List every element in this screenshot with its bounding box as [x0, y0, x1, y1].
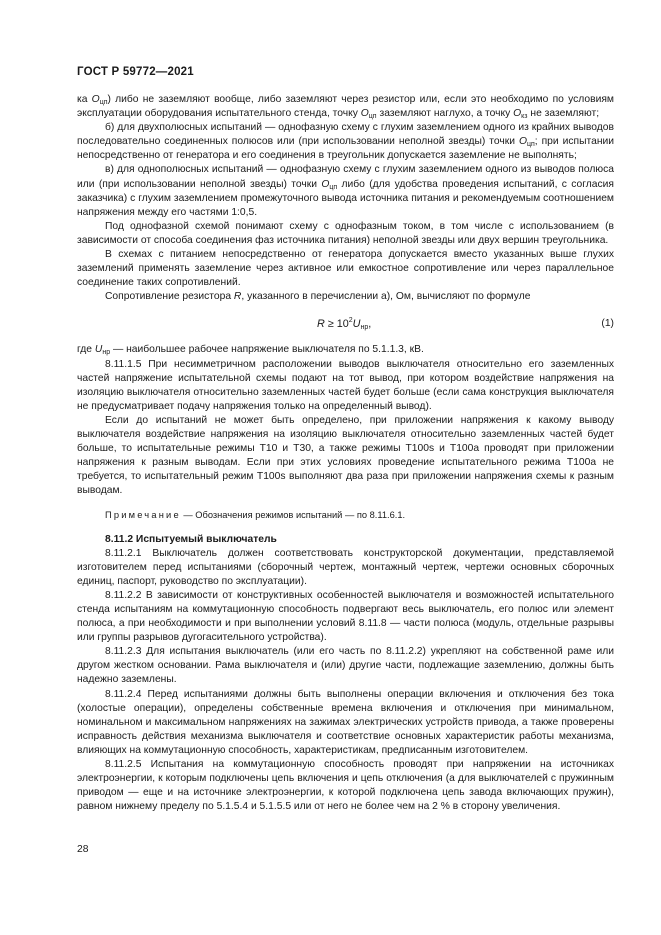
list-item-v: в) для однополюсных испытаний — однофазную схему с глухим заземлением одного из выводов полюса или (при использовании неполной звезды) точки $O_{цп}$ либо (для удобства проведения испытаний, с согласия заказчика) с глухим заземлением промежуточного вывода источника питания и рекомендуемым соотношением напряжения между его частями 1:0,5.	[77, 164, 614, 218]
paragraph: ка $O_{цп}$) либо не заземляют вообще, либо заземляют через резистор или, если это необходимо по условиям эксплуатации оборудования испытательного стенда, точку $O_{цп}$ заземляют наглухо, а точку $O_{кз}$ не заземляют;	[77, 94, 614, 121]
note: Примечание — Обозначения режимов испытаний — по 8.11.6.1.	[105, 510, 406, 521]
paragraph: Под однофазной схемой понимают схему с однофазным током, в том числе с использованием (в зависимости от способа соединения фаз источника питания) неполной звезды или двух вершин треугольника.	[77, 220, 614, 246]
note-label: Примечание	[105, 510, 181, 521]
section-heading: 8.11.2 Испытуемый выключатель	[105, 533, 277, 545]
paragraph: Если до испытаний не может быть определено, при приложении напряжения к какому выводу выключателя воздействие напряжения на изоляцию выключателя относительно заземленных частей будет больше, то испытательные режимы Т10 и Т30, а также режимы Т100s и Т100a проводят при приложении напряжения к разным выводам. Если при этих условиях проведение испытательного режима Т100a не требуется, то испытательный режим Т100s выполняют два раза при приложении напряжения схемы к разным выводам.	[77, 414, 614, 497]
formula-number: (1)	[601, 318, 614, 330]
formula-expression: $R \ge 10^2U_{нр}$,	[317, 317, 372, 332]
paragraph: 8.11.1.5 При несимметричном расположении выводов выключателя относительно его заземленных частей напряжение испытательной схемы подают на тот вывод, при котором воздействие напряжения на изоляцию выключателя относительно заземленных частей будет больше (если сама конструкция выключателя не предусматривает подачу напряжения только на определенный вывод).	[77, 358, 614, 412]
document-header: ГОСТ Р 59772—2021	[77, 66, 194, 78]
paragraph: 8.11.2.4 Перед испытаниями должны быть выполнены операции включения и отключения без тока (холостые операции), определены собственные времена включения и отключения при минимальном, номинальном и максимальном напряжениях на зажимах электрических устройств привода, а также проверены исправность действия механизма выключателя и соответствие основных характеристик работы механизма, влияющих на коммутационную способность, характеристикам, предписанным изготовителем.	[77, 688, 614, 756]
formula	[77, 313, 614, 335]
paragraph: 8.11.2.5 Испытания на коммутационную способность проводят при напряжении на источниках электроэнергии, к которым подключены цепь включения и цепь отключения (а для выключателей с пружинным приводом — еще и на источнике электроэнергии, к которой подключена цепь завода включающих пружин), равном нижнему пределу по 5.1.5.4 и 5.1.5.5 или от него не более чем на 2 % в сторону увеличения.	[77, 759, 614, 813]
paragraph: 8.11.2.1 Выключатель должен соответствовать конструкторской документации, представляемой изготовителем перед испытаниями (сборочный чертеж, монтажный чертеж, чертежи основных сборочных единиц, паспорт, руководство по эксплуатации).	[77, 547, 614, 587]
paragraph: 8.11.2.2 В зависимости от конструктивных особенностей выключателя и возможностей испытательного стенда испытаниям на коммутационную способность подвергают весь выключатель, его полюс или элемент полюса, а при необходимости и при выполнении условий 8.11.8 — части полюса (модуль, отдельные разрывы или группы разрывов дугогасительного устройства).	[77, 589, 614, 644]
page-body	[77, 93, 614, 814]
paragraph: 8.11.2.3 Для испытания выключатель (или его часть по 8.11.2.2) укрепляют на собственной раме или другом жестком основании. Рама выключателя и (или) другие части, подлежащие заземлению, должны быть надежно заземлены.	[77, 646, 614, 686]
paragraph: где $U_{нр}$ — наибольшее рабочее напряжение выключателя по 5.1.1.3, кВ.	[77, 344, 424, 357]
paragraph: Сопротивление резистора R, указанного в перечислении а), Ом, вычисляют по формуле	[105, 291, 531, 303]
paragraph: В схемах с питанием непосредственно от генератора допускается вместо указанных выше глухих заземлений применять заземление через активное или емкостное сопротивление или через параллельное соединение таких сопротивлений.	[77, 249, 614, 289]
page-number: 28	[77, 844, 89, 855]
list-item-b: б) для двухполюсных испытаний — однофазную схему с глухим заземлением одного из крайних выводов последовательно соединенных полюсов или (при использовании неполной звезды) точки $O_{цп}$; при испытании непосредственно от генератора и его соединения в треугольник допускается заземление не выполнять;	[77, 122, 615, 162]
